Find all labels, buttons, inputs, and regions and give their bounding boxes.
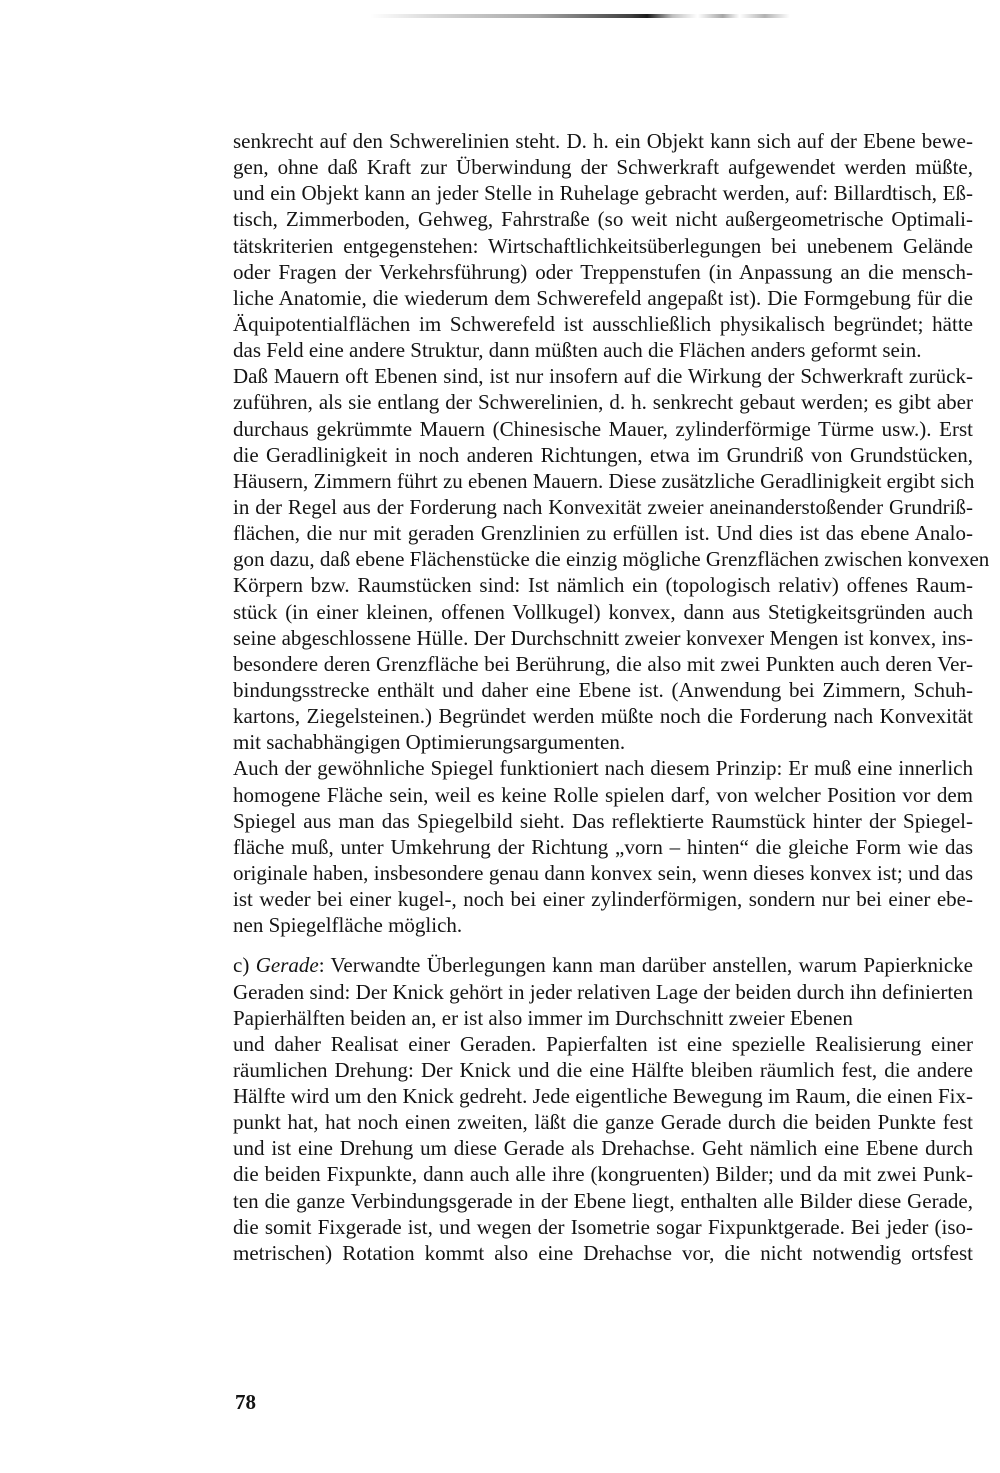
text-line: stück (in einer kleinen, offenen Vollkugel) konvex, dann aus Stetigkeitsgründen auch bbox=[233, 599, 973, 624]
text-line: Häusern, Zimmern führt zu ebenen Mauern. Diese zusätzliche Geradlinigkeit ergibt sich bbox=[233, 468, 975, 493]
text-line: räumlichen Drehung: Der Knick und die eine Hälfte bleiben räumlich fest, die andere bbox=[233, 1057, 973, 1082]
text-line: besondere deren Grenzfläche bei Berührung, die also mit zwei Punkten auch deren Ver- bbox=[233, 651, 973, 676]
text-line: seine abgeschlossene Hülle. Der Durchschnitt zweier konvexer Mengen ist konvex, ins- bbox=[233, 625, 973, 650]
text-line: originale haben, insbesondere genau dann konvex sein, wenn dieses konvex ist; und das bbox=[233, 860, 973, 885]
text-line: die somit Fixgerade ist, und wegen der Isometrie sogar Fixpunktgerade. Bei jeder (iso- bbox=[233, 1214, 973, 1239]
text-line: tätskriterien entgegenstehen: Wirtschaftlichkeitsüberlegungen bei unebenem Gelände bbox=[233, 233, 973, 258]
text-line: Geraden sind: Der Knick gehört in jeder relativen Lage der beiden durch ihn definierten bbox=[233, 979, 973, 1004]
text-line: Spiegel aus man das Spiegelbild sieht. Das reflektierte Raumstück hinter der Spiegel- bbox=[233, 808, 973, 833]
text-line: gen, ohne daß Kraft zur Überwindung der Schwerkraft aufgewendet werden müßte, bbox=[233, 155, 973, 180]
text-line: Papierhälften beiden an, er ist also immer im Durchschnitt zweier Ebenen bbox=[233, 1005, 853, 1030]
text-line: zuführen, als sie entlang der Schwerelinien, d. h. senkrecht gebaut werden; es gibt aber bbox=[233, 390, 973, 415]
text-line: Hälfte wird um den Knick gedreht. Jede eigentliche Bewegung im Raum, die einen Fix- bbox=[233, 1084, 973, 1109]
text-line: ten die ganze Verbindungsgerade in der Ebene liegt, enthalten alle Bilder diese Gerade, bbox=[233, 1188, 973, 1213]
text-line: fläche muß, unter Umkehrung der Richtung „vorn – hinten“ die gleiche Form wie das bbox=[233, 834, 973, 859]
text-line: und ein Objekt kann an jeder Stelle in Ruhelage gebracht werden, auf: Billardtisch, Eß- bbox=[233, 181, 973, 206]
paragraph bbox=[233, 128, 973, 363]
section-heading-gerade: Gerade bbox=[255, 953, 319, 978]
text-line: das Feld eine andere Struktur, dann müßten auch die Flächen anders geformt sein. bbox=[233, 338, 922, 363]
paragraph bbox=[233, 755, 973, 938]
text-line: ist weder bei einer kugel-, noch bei einer zylinderförmigen, sondern nur bei einer ebe- bbox=[233, 887, 973, 912]
scan-edge-artifact bbox=[370, 14, 790, 18]
section-lead-text: : Verwandte Überlegungen kann man darüber anstellen, warum Papierknicke bbox=[318, 953, 973, 978]
text-line: durchaus gekrümmte Mauern (Chinesische Mauer, zylinderförmige Türme usw.). Erst bbox=[233, 416, 973, 441]
page-number: 78 bbox=[235, 1390, 256, 1414]
paragraph bbox=[233, 363, 990, 755]
section-label: c) bbox=[233, 953, 256, 978]
text-line: oder Fragen der Verkehrsführung) oder Treppenstufen (in Anpassung an die mensch- bbox=[233, 259, 973, 284]
body-text bbox=[233, 128, 990, 1266]
text-line: tisch, Zimmerboden, Gehweg, Fahrstraße (so weit nicht außergeometrische Optimali- bbox=[233, 207, 973, 232]
text-line: punkt hat, hat noch einen zweiten, läßt die ganze Gerade durch die beiden Punkte fest bbox=[233, 1110, 973, 1135]
section-lead-line bbox=[233, 952, 973, 978]
text-line: in der Regel aus der Forderung nach Konvexität zweier aneinanderstoßender Grundriß- bbox=[233, 494, 973, 519]
text-line: Auch der gewöhnliche Spiegel funktioniert nach diesem Prinzip: Er muß eine innerlich bbox=[233, 756, 973, 781]
text-line: Körpern bzw. Raumstücken sind: Ist nämlich ein (topologisch relativ) offenes Raum- bbox=[233, 573, 973, 598]
text-line: und daher Realisat einer Geraden. Papierfalten ist eine spezielle Realisierung einer bbox=[233, 1031, 973, 1056]
section-gerade bbox=[233, 952, 973, 1266]
paragraph-spacing bbox=[233, 938, 973, 952]
text-line: senkrecht auf den Schwerelinien steht. D. h. ein Objekt kann sich auf der Ebene bewe- bbox=[233, 129, 973, 153]
text-line: die Geradlinigkeit in noch anderen Richtungen, etwa im Grundriß von Grundstücken, bbox=[233, 442, 973, 467]
text-line: mit sachabhängigen Optimierungsargumenten. bbox=[233, 730, 626, 755]
text-line: bindungsstrecke enthält und daher eine Ebene ist. (Anwendung bei Zimmern, Schuh- bbox=[233, 677, 973, 702]
text-line: die beiden Fixpunkte, dann auch alle ihre (kongruenten) Bilder; und da mit zwei Punk- bbox=[233, 1162, 973, 1187]
text-line: kartons, Ziegelsteinen.) Begründet werden müßte noch die Forderung nach Konvexität bbox=[233, 704, 973, 729]
text-line: Daß Mauern oft Ebenen sind, ist nur insofern auf die Wirkung der Schwerkraft zurück- bbox=[233, 364, 973, 389]
text-line: Äquipotentialflächen im Schwerefeld ist ausschließlich physikalisch begründet; hätte bbox=[233, 311, 973, 336]
text-line: gon dazu, daß ebene Flächenstücke die einzig mögliche Grenzflächen zwischen konvexen bbox=[233, 547, 990, 572]
text-line: metrischen) Rotation kommt also eine Drehachse vor, die nicht notwendig ortsfest bbox=[233, 1240, 973, 1265]
text-line: und ist eine Drehung um diese Gerade als Drehachse. Geht nämlich eine Ebene durch bbox=[233, 1136, 973, 1161]
text-line: nen Spiegelfläche möglich. bbox=[233, 913, 463, 938]
text-line: homogene Fläche sein, weil es keine Rolle spielen darf, von welcher Position vor dem bbox=[233, 782, 973, 807]
text-line: flächen, die nur mit geraden Grenzlinien zu erfüllen ist. Und dies ist das ebene Analo- bbox=[233, 521, 973, 546]
text-line: liche Anatomie, die wiederum dem Schwerefeld angepaßt ist). Die Formgebung für die bbox=[233, 285, 973, 310]
